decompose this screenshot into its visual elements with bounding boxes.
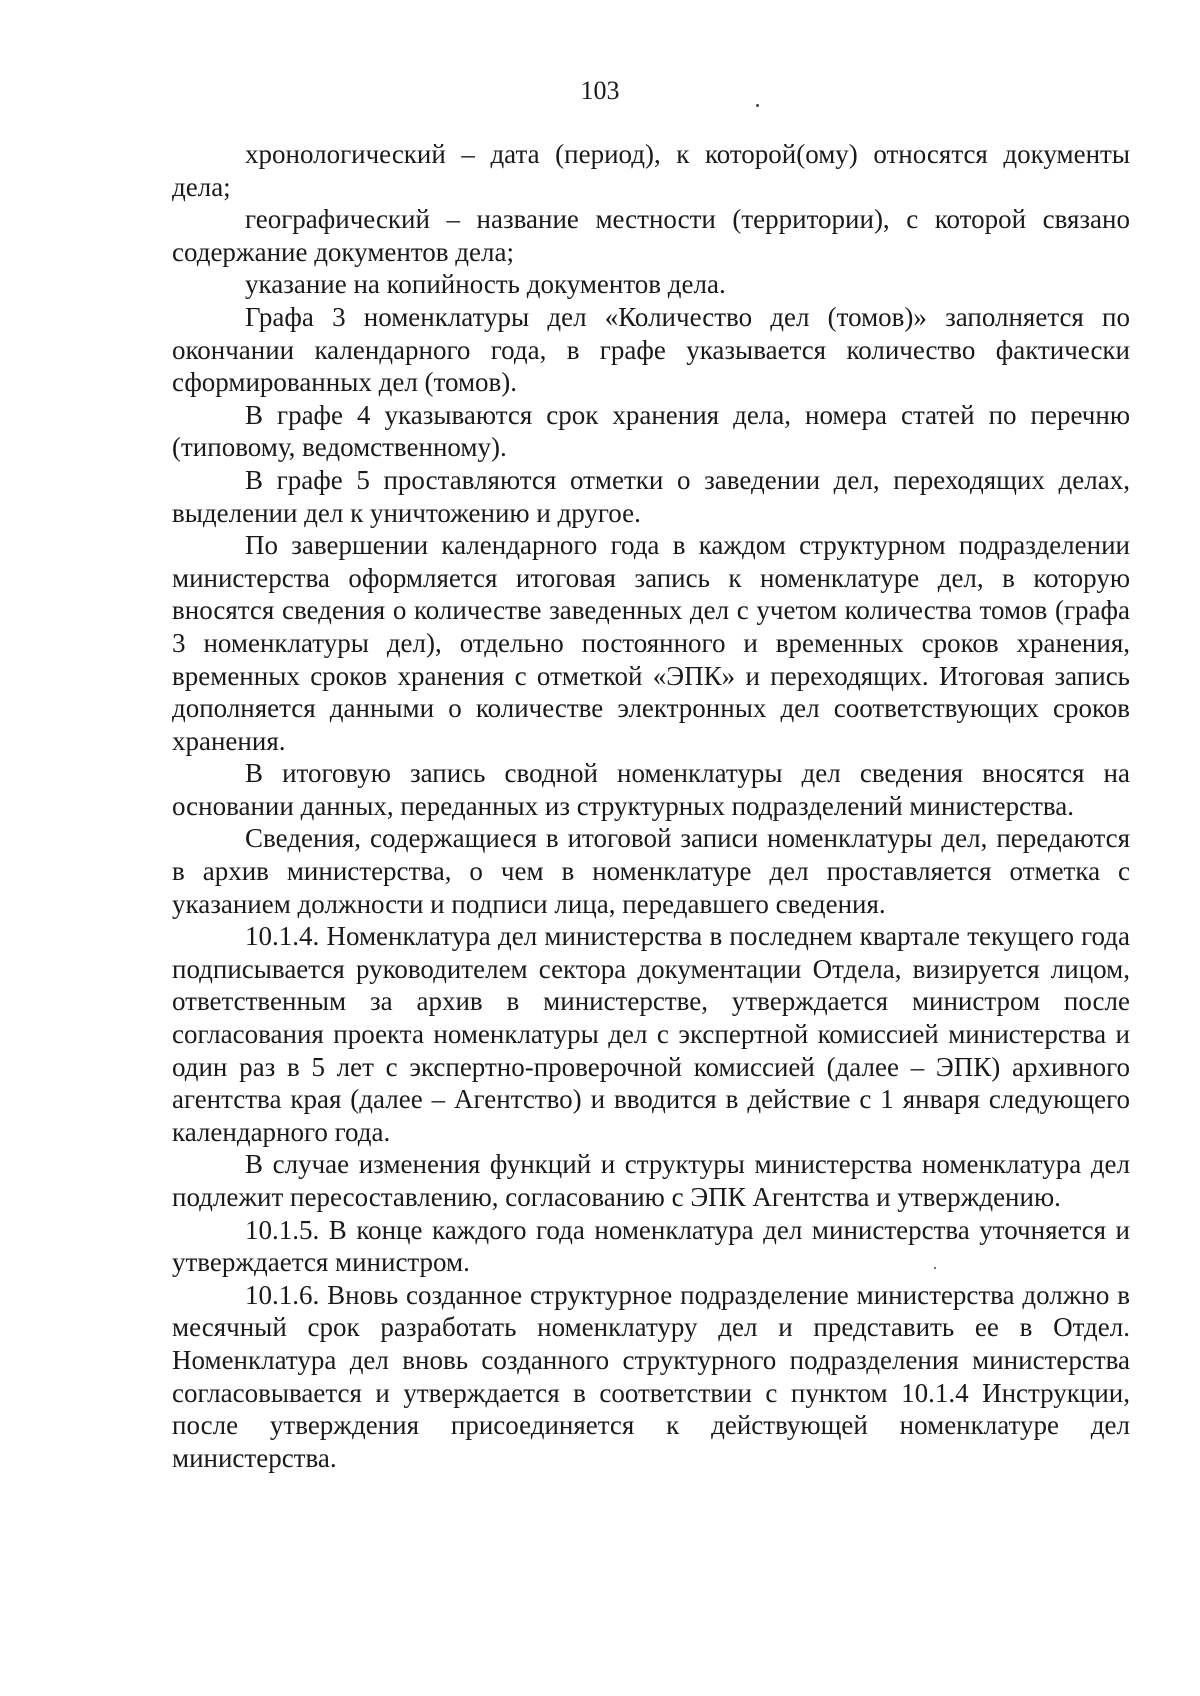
paragraph: В итоговую запись сводной номенклатуры дел сведения вносятся на основании данных, переданных из структурных подразделений министерства. [172,758,1130,821]
paragraph: 10.1.5. В конце каждого года номенклатура дел министерства уточняется и утверждается министром. [172,1214,1130,1278]
paragraph: Сведения, содержащиеся в итоговой записи номенклатуры дел, передаются в архив министерства, о чем в номенклатуре дел проставляется отметка с указанием должности и подписи лица, передавшего сведения. [172,823,1130,919]
paragraph: В графе 4 указываются срок хранения дела, номера статей по перечню (типовому, ведомственному). [172,399,1130,463]
paragraph: географический – название местности (территории), с которой связано содержание документов дела; [172,204,1130,267]
scan-speck [756,104,759,107]
paragraph: указание на копийность документов дела. [245,269,726,300]
paragraph: По завершении календарного года в каждом структурном подразделении министерства оформляется итоговая запись к номенклатуре дел, в которую вносятся сведения о количестве заведенных дел с учетом количества томов (графа 3 номенклатуры дел), отдельно постоянного и временных сроков хранения, временных сроков хранения с отметкой «ЭПК» и переходящих. Итоговая запись дополняется данными о количестве электронных дел соответствующих сроков хранения. [172,530,1130,756]
paragraph: Графа 3 номенклатуры дел «Количество дел (томов)» заполняется по окончании календарного года, в графе указывается количество фактически сформированных дел (томов). [172,301,1130,398]
paragraph: В графе 5 проставляются отметки о заведении дел, переходящих делах, выделении дел к уничтожению и другое. [172,464,1130,528]
paragraph: хронологический – дата (период), к которой(ому) относятся документы дела; [172,139,1130,202]
paragraph: 10.1.6. Вновь созданное структурное подразделение министерства должно в месячный срок разработать номенклатуру дел и представить ее в Отдел. Номенклатура дел вновь созданного структурного подразделения министерства согласовывается и утверждается в соответствии с пунктом 10.1.4 Инструкции, после утверждения присоединяется к действующей номенклатуре дел министерства. [172,1279,1130,1473]
page-number: 103 [580,76,620,105]
paragraph: 10.1.4. Номенклатура дел министерства в последнем квартале текущего года подписывается руководителем сектора документации Отдела, визируется лицом, ответственным за архив в министерстве, утверждается министром после согласования проекта номенклатуры дел с экспертной комиссией министерства и один раз в 5 лет с экспертно-проверочной комиссией (далее – ЭПК) архивного агентства края (далее – Агентство) и вводится в действие с 1 января следующего календарного года. [172,921,1130,1147]
paragraph: В случае изменения функций и структуры министерства номенклатура дел подлежит пересоставлению, согласованию с ЭПК Агентства и утверждению. [172,1149,1130,1212]
document-body [172,138,1130,1474]
